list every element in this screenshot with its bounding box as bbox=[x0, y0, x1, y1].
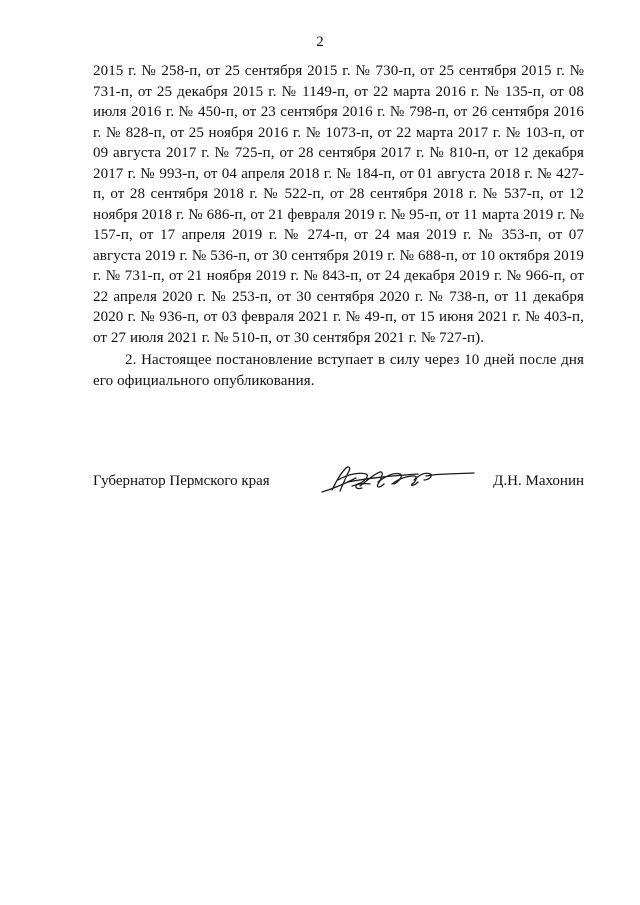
document-body bbox=[93, 61, 584, 391]
handwritten-signature bbox=[318, 462, 478, 498]
signer-name: Д.Н. Махонин bbox=[493, 473, 584, 489]
signature-block bbox=[93, 462, 584, 502]
page-number: 2 bbox=[316, 34, 324, 50]
paragraph-continuation: 2015 г. № 258-п, от 25 сентября 2015 г. № 730-п, от 25 сентября 2015 г. № 731-п, от 25 декабря 2015 г. № 1149-п, от 22 марта 2016 г. № 135-п, от 08 июля 2016 г. № 450-п, от 23 сентября 2016 г. № 798-п, от 26 сентября 2016 г. № 828-п, от 25 ноября 2016 г. № 1073-п, от 22 марта 2017 г. № 103-п, от 09 августа 2017 г. № 725-п, от 28 сентября 2017 г. № 810-п, от 12 декабря 2017 г. № 993-п, от 04 апреля 2018 г. № 184-п, от 01 августа 2018 г. № 427-п, от 28 сентября 2018 г. № 522-п, от 28 сентября 2018 г. № 537-п, от 12 ноября 2018 г. № 686-п, от 21 февраля 2019 г. № 95-п, от 11 марта 2019 г. № 157-п, от 17 апреля 2019 г. № 274-п, от 24 мая 2019 г. № 353-п, от 07 августа 2019 г. № 536-п, от 30 сентября 2019 г. № 688-п, от 10 октября 2019 г. № 731-п, от 21 ноября 2019 г. № 843-п, от 24 декабря 2019 г. № 966-п, от 22 апреля 2020 г. № 253-п, от 30 сентября 2020 г. № 738-п, от 11 декабря 2020 г. № 936-п, от 03 февраля 2021 г. № 49-п, от 15 июня 2021 г. № 403-п, от 27 июля 2021 г. № 510-п, от 30 сентября 2021 г. № 727-п). bbox=[93, 63, 584, 346]
paragraph-effective-date: 2. Настоящее постановление вступает в силу через 10 дней после дня его официального опубликования. bbox=[93, 352, 584, 389]
signer-title: Губернатор Пермского края bbox=[93, 473, 270, 489]
